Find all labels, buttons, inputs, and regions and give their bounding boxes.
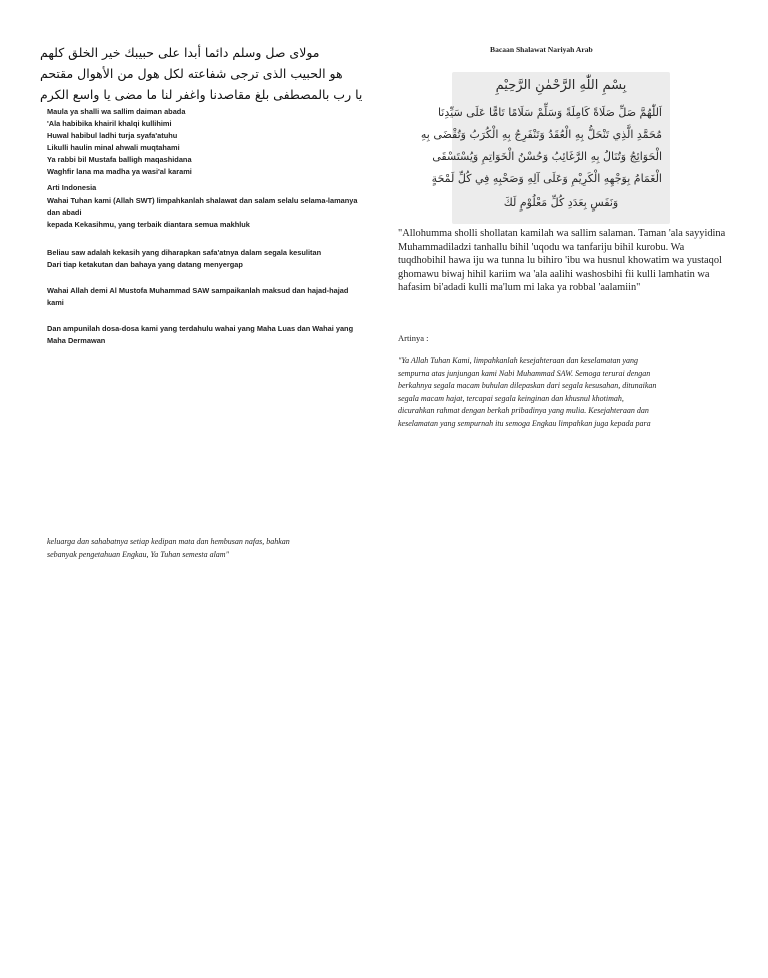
translation-line: Beliau saw adalah kekasih yang diharapkan safa'atnya dalam segala kesulitan — [47, 248, 322, 257]
prayer-translation-line: dicurahkan rahmat dengan berkah pribadinya yang mulia. Kesejahteraan dan — [398, 406, 649, 415]
translation-line: Wahai Tuhan kami (Allah SWT) limpahkanlah shalawat dan salam selalu selama-lamanya — [47, 196, 358, 205]
translation-paragraph-3 — [47, 285, 377, 309]
arabic-verse-line: يا رب بالمصطفى بلغ مقاصدنا واغفر لنا ما مضى يا واسع الكرم — [40, 87, 363, 102]
translation-paragraph-1 — [47, 195, 375, 231]
translation-line: Dari tiap ketakutan dan bahaya yang datang menyergap — [47, 260, 243, 269]
calligraphy-line: اَللّٰهُمَّ صَلِّ صَلَاةً كَامِلَةً وَسَلِّمْ سَلَامًا تَامًّا عَلَى سَيِّدِنَا — [437, 106, 662, 119]
transliteration-line: Waghfir lana ma madha ya wasi'al karami — [47, 167, 192, 176]
translation-line: Dan ampunilah dosa-dosa kami yang terdahulu wahai yang Maha Luas dan Wahai yang — [47, 324, 354, 333]
transliteration-line: Ya rabbi bil Mustafa balligh maqashidana — [47, 155, 192, 164]
continuation-line: sebanyak pengetahuan Engkau, Ya Tuhan semesta alam" — [47, 549, 229, 559]
basmala-line: بِسْمِ اللّٰهِ الرَّحْمٰنِ الرَّحِيْمِ — [495, 78, 627, 93]
prayer-translation-line: berkahnya segala macam buhulan dilepaskan dari segala kesusahan, ditunaikan — [398, 381, 657, 390]
translation-line: dan abadi — [47, 208, 82, 217]
translation-line: Wahai Allah demi Al Mustofa Muhammad SAW sampaikanlah maksud dan hajad-hajad — [47, 286, 349, 295]
transliteration-line: Maula ya shalli wa sallim daiman abada — [47, 107, 186, 116]
arabic-verse-block — [40, 42, 365, 105]
prayer-translation-line: segala macam hajat, tercapai segala keinginan dan khusnul khotimah, — [398, 393, 624, 403]
arabic-verse-line: مولاى صل وسلم دائما أبدا على حبيبك خير الخلق كلهم — [40, 45, 320, 60]
translation-continuation — [47, 536, 377, 561]
arabic-calligraphy-image — [420, 72, 670, 224]
calligraphy-line: وَنَفَسٍ بِعَدَدِ كُلِّ مَعْلُوْمٍ لَكَ — [503, 196, 619, 209]
transliteration-line: 'Ala habibika khairil khalqi kullihimi — [47, 119, 172, 128]
document-title: Bacaan Shalawat Nariyah Arab — [490, 45, 593, 54]
prayer-translation-line: sempurna atas junjungan kami Nabi Muhammad SAW. Semoga terurai dengan — [398, 368, 651, 378]
transliteration-line: Likulli haulin minal ahwali muqtahami — [47, 143, 180, 152]
calligraphy-line: مُحَمَّدِ الَّذِي تَنْحَلُّ بِهِ الْعُقَدُ وَتَنْفَرِجُ بِهِ الْكُرَبُ وَتُقْضَى بِهِ — [420, 128, 662, 141]
transliteration-line: Huwal habibul ladhi turja syafa'atuhu — [47, 131, 178, 140]
translation-line: kami — [47, 298, 64, 307]
translation-heading: Arti Indonesia — [47, 183, 97, 192]
arabic-verse-line: هو الحبيب الذى ترجى شفاعته لكل هول من الأهوال مقتحم — [40, 66, 343, 81]
translation-line: kepada Kekasihmu, yang terbaik diantara semua makhluk — [47, 220, 250, 229]
calligraphy-line: الْغَمَامُ بِوَجْهِهِ الْكَرِيْمِ وَعَلَى آلِهِ وَصَحْبِهِ فِي كُلِّ لَمْحَةٍ — [431, 172, 662, 185]
calligraphy-line: الْحَوَائِجُ وَتُنَالُ بِهِ الرَّغَائِبُ وَحُسْنُ الْخَوَاتِمِ وَيُسْتَسْقَى — [432, 150, 662, 163]
prayer-translation-line: "Ya Allah Tuhan Kami, limpahkanlah kesejahteraan dan keselamatan yang — [398, 356, 639, 365]
translation-line: Maha Dermawan — [47, 336, 106, 345]
transliteration-block — [47, 106, 377, 178]
prayer-transliteration: "Allohumma sholli shollatan kamilah wa sallim salaman. Taman 'ala sayyidina Muhammadiladzi tanhallu bihil 'uqodu wa tanfariju bihil kurobu. Wa tuqdhobihil hawa iju wa tunna lu bihiro 'ibu wa husnul khowatim wa yustaqol ghomawu biwaj hihil kariim wa 'ala aalihi washosbihi fii kulli lamhatin wa hafasim bi'adadi kulli ma'lum mi laka ya robbal 'aalamiin" — [398, 228, 726, 294]
translation-paragraph-2 — [47, 247, 377, 271]
continuation-line: keluarga dan sahabatnya setiap kedipan mata dan hembusan nafas, bahkan — [47, 537, 290, 546]
translation-paragraph-4 — [47, 323, 377, 347]
prayer-translation — [398, 355, 728, 430]
meaning-label: Artinya : — [398, 333, 429, 343]
prayer-translation-line: keselamatan yang sempurnah itu semoga Engkau limpahkan juga kepada para — [398, 418, 651, 428]
